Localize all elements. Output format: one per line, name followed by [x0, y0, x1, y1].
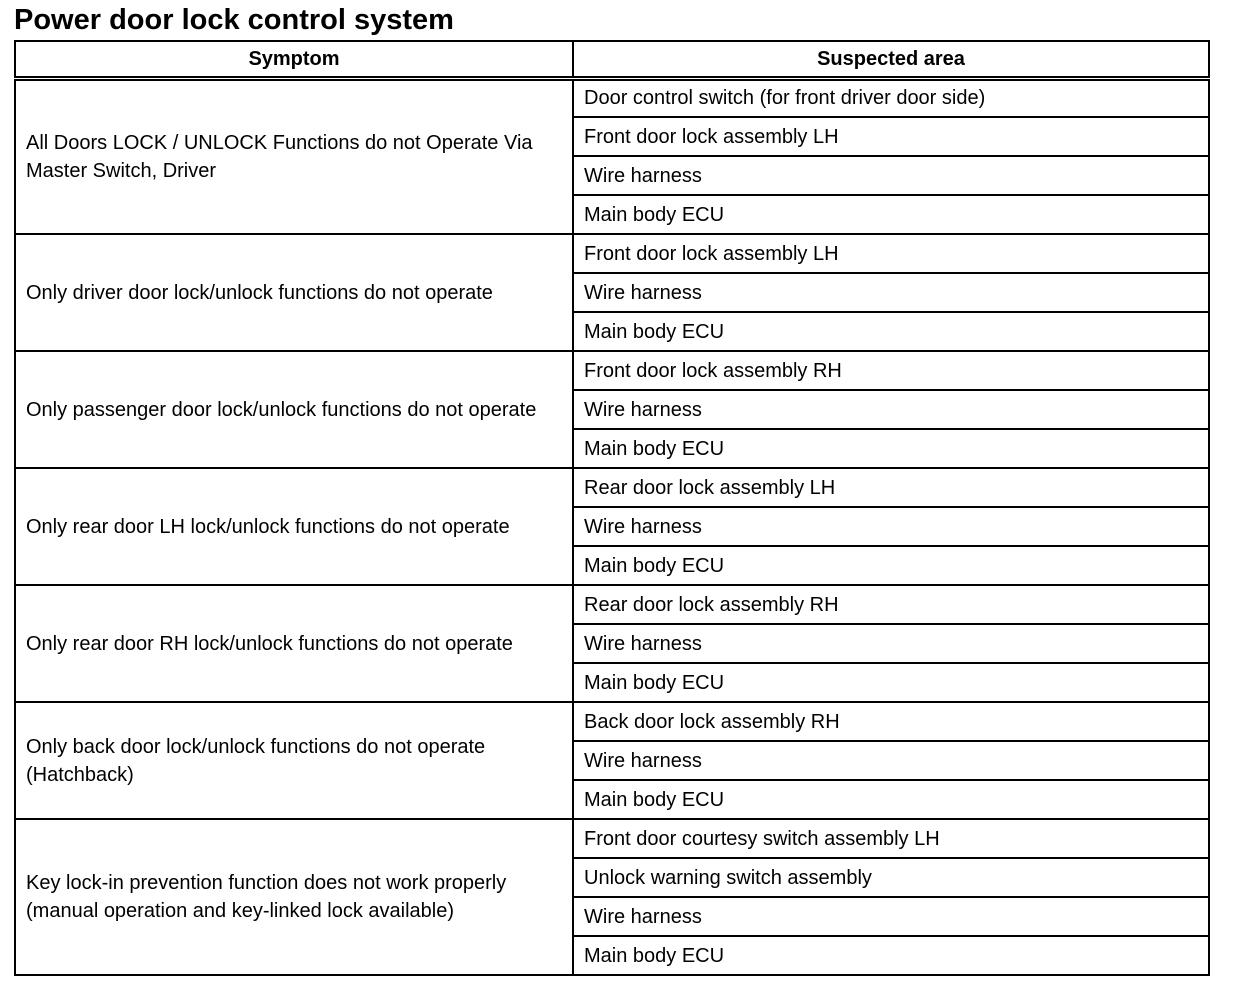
table-row	[15, 468, 1209, 507]
suspected-area-cell: Unlock warning switch assembly	[573, 858, 1209, 897]
suspected-area-cell: Front door courtesy switch assembly LH	[573, 819, 1209, 858]
table-row	[15, 351, 1209, 390]
suspected-area-cell: Main body ECU	[573, 780, 1209, 819]
table-body	[15, 78, 1209, 975]
page-title: Power door lock control system	[14, 4, 454, 36]
symptom-cell: All Doors LOCK / UNLOCK Functions do not Operate Via Master Switch, Driver	[15, 78, 573, 234]
suspected-area-cell: Front door lock assembly LH	[573, 234, 1209, 273]
suspected-area-cell: Main body ECU	[573, 195, 1209, 234]
column-header-suspected-area: Suspected area	[573, 41, 1209, 78]
header-row	[15, 41, 1209, 78]
symptom-cell: Only rear door RH lock/unlock functions do not operate	[15, 585, 573, 702]
suspected-area-cell: Wire harness	[573, 507, 1209, 546]
table-row	[15, 585, 1209, 624]
suspected-area-cell: Main body ECU	[573, 546, 1209, 585]
suspected-area-cell: Front door lock assembly LH	[573, 117, 1209, 156]
suspected-area-cell: Main body ECU	[573, 429, 1209, 468]
suspected-area-cell: Rear door lock assembly LH	[573, 468, 1209, 507]
table-header	[15, 41, 1209, 78]
suspected-area-cell: Main body ECU	[573, 312, 1209, 351]
column-header-symptom: Symptom	[15, 41, 573, 78]
table-row	[15, 234, 1209, 273]
suspected-area-cell: Wire harness	[573, 156, 1209, 195]
suspected-area-cell: Door control switch (for front driver door side)	[573, 78, 1209, 117]
table-row	[15, 819, 1209, 858]
symptom-cell: Only rear door LH lock/unlock functions do not operate	[15, 468, 573, 585]
suspected-area-cell: Front door lock assembly RH	[573, 351, 1209, 390]
table-row	[15, 78, 1209, 117]
suspected-area-cell: Wire harness	[573, 390, 1209, 429]
suspected-area-cell: Wire harness	[573, 741, 1209, 780]
symptom-cell: Only passenger door lock/unlock functions do not operate	[15, 351, 573, 468]
suspected-area-cell: Wire harness	[573, 624, 1209, 663]
suspected-area-cell: Wire harness	[573, 897, 1209, 936]
troubleshooting-table	[14, 40, 1210, 976]
suspected-area-cell: Main body ECU	[573, 663, 1209, 702]
suspected-area-cell: Rear door lock assembly RH	[573, 585, 1209, 624]
symptom-cell: Key lock-in prevention function does not work properly (manual operation and key-linked lock available)	[15, 819, 573, 975]
symptom-cell: Only back door lock/unlock functions do not operate (Hatchback)	[15, 702, 573, 819]
suspected-area-cell: Main body ECU	[573, 936, 1209, 975]
suspected-area-cell: Back door lock assembly RH	[573, 702, 1209, 741]
table-row	[15, 702, 1209, 741]
suspected-area-cell: Wire harness	[573, 273, 1209, 312]
symptom-cell: Only driver door lock/unlock functions do not operate	[15, 234, 573, 351]
